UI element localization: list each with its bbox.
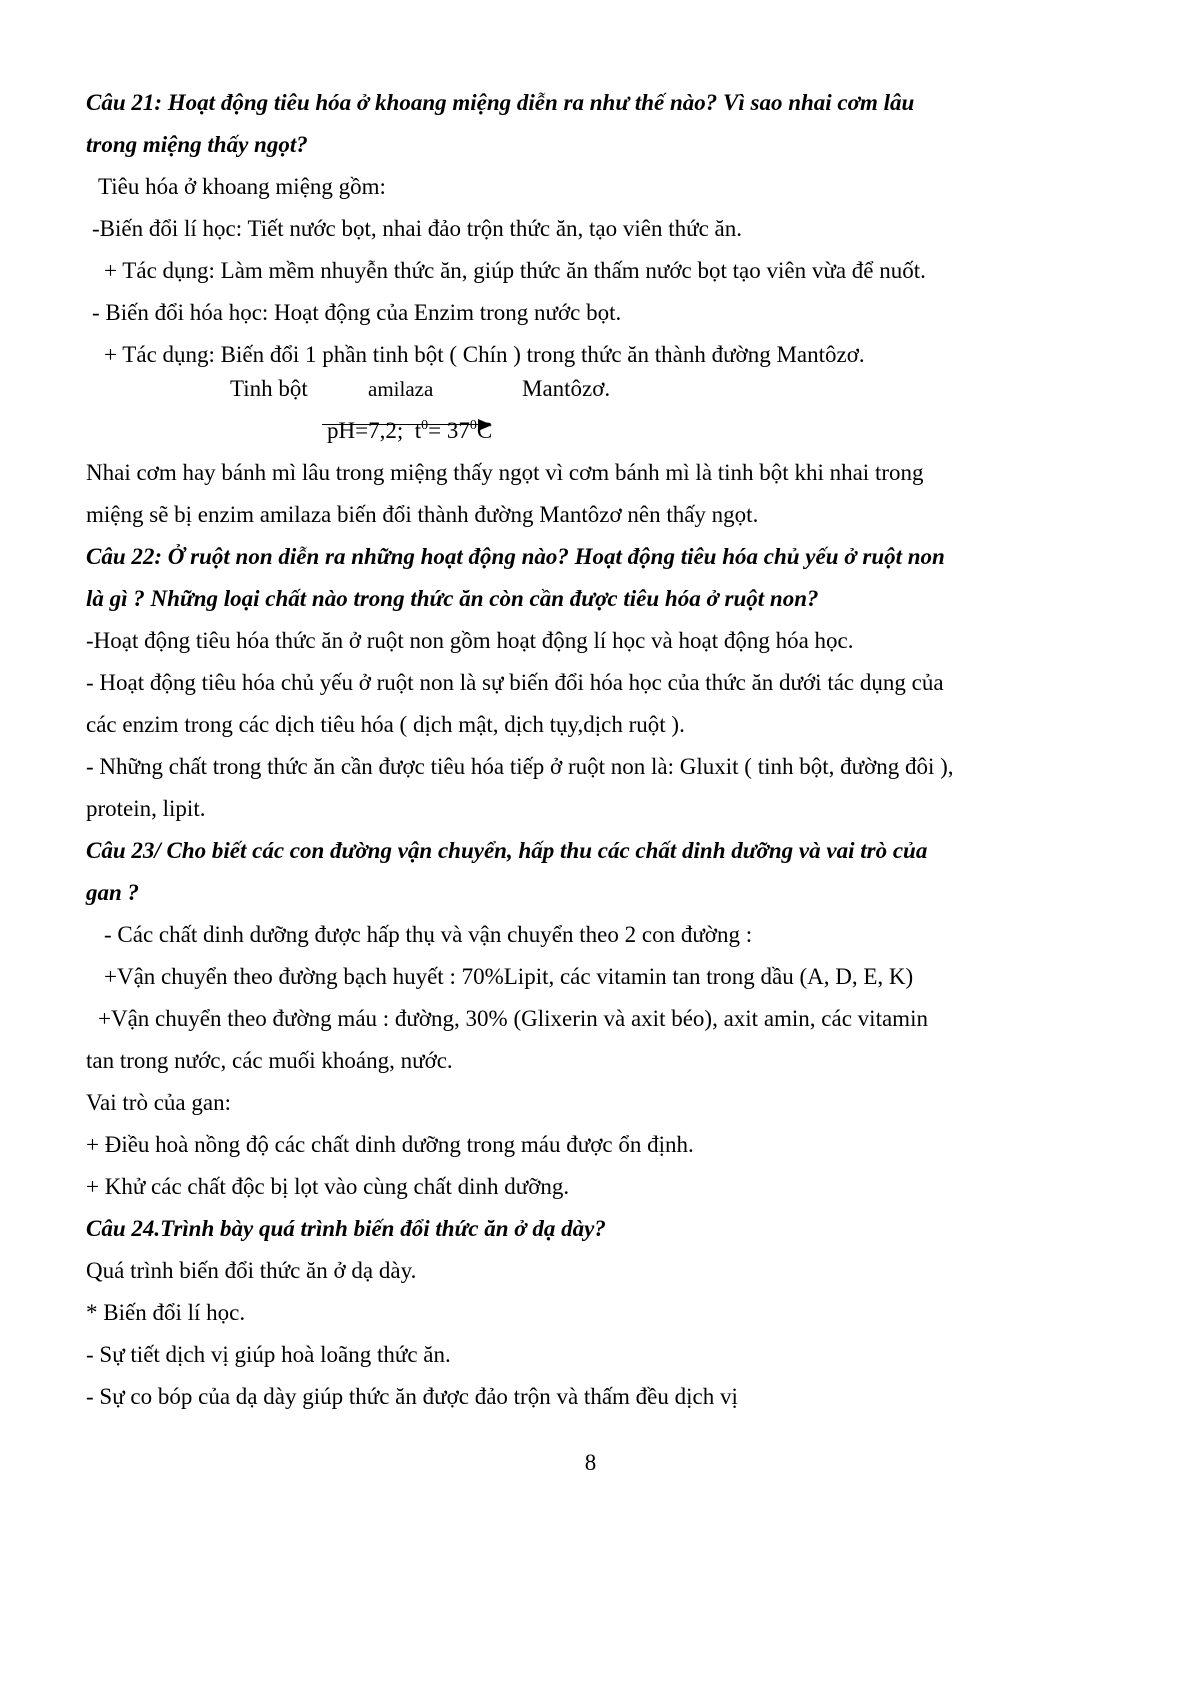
answer-22-line-1: -Hoạt động tiêu hóa thức ăn ở ruột non gồm hoạt động lí học và hoạt động hóa học.: [86, 628, 854, 653]
reaction-temp-sup: 0: [421, 418, 429, 433]
answer-23-line-1: - Các chất dinh dưỡng được hấp thụ và vận chuyển theo 2 con đường :: [104, 922, 753, 947]
reaction-temp-symbol: t: [414, 418, 422, 443]
answer-23-line-7: + Khử các chất độc bị lọt vào cùng chất dinh dưỡng.: [86, 1174, 570, 1199]
answer-21-physical-effect: + Tác dụng: Làm mềm nhuyễn thức ăn, giúp thức ăn thấm nước bọt tạo viên vừa để nuốt.: [104, 258, 926, 283]
answer-21-explanation-1: Nhai cơm hay bánh mì lâu trong miệng thấy ngọt vì cơm bánh mì là tinh bột khi nhai trong: [86, 460, 924, 485]
question-21-line-2: trong miệng thấy ngọt?: [86, 132, 308, 157]
answer-21-explanation-2: miệng sẽ bị enzim amilaza biến đổi thành đường Mantôzơ nên thấy ngọt.: [86, 502, 759, 527]
answer-21-physical: -Biến đổi lí học: Tiết nước bọt, nhai đảo trộn thức ăn, tạo viên thức ăn.: [92, 216, 743, 241]
reaction-ph: pH=7,2;: [327, 418, 404, 443]
answer-22-line-2: - Hoạt động tiêu hóa chủ yếu ở ruột non là sự biến đổi hóa học của thức ăn dưới tác dụng của: [86, 670, 944, 695]
answer-23-line-3: +Vận chuyển theo đường máu : đường, 30% (Glixerin và axit béo), axit amin, các vitamin: [98, 1006, 928, 1031]
answer-22-line-5: protein, lipit.: [86, 796, 206, 821]
answer-24-line-2: * Biến đổi lí học.: [86, 1300, 246, 1325]
reaction-product: Mantôzơ.: [522, 376, 611, 401]
reaction-reactant: Tinh bột: [230, 376, 308, 401]
answer-23-line-6: + Điều hoà nồng độ các chất dinh dưỡng trong máu được ổn định.: [86, 1132, 694, 1157]
question-22-line-2: là gì ? Những loại chất nào trong thức ăn còn cần được tiêu hóa ở ruột non?: [86, 586, 819, 611]
answer-21-chemical-effect: + Tác dụng: Biến đổi 1 phần tinh bột ( Chín ) trong thức ăn thành đường Mantôzơ.: [104, 342, 865, 367]
reaction-degree-sup: 0: [469, 418, 477, 433]
answer-21-intro: Tiêu hóa ở khoang miệng gồm:: [98, 174, 386, 199]
answer-23-line-2: +Vận chuyển theo đường bạch huyết : 70%Lipit, các vitamin tan trong dầu (A, D, E, K): [104, 964, 914, 989]
answer-24-line-3: - Sự tiết dịch vị giúp hoà loãng thức ăn.: [86, 1342, 451, 1367]
reaction-conditions: [327, 416, 492, 446]
reaction-temp-value: = 37: [428, 418, 470, 443]
answer-21-chemical: - Biến đổi hóa học: Hoạt động của Enzim trong nước bọt.: [92, 300, 622, 325]
question-21-line-1: Câu 21: Hoạt động tiêu hóa ở khoang miệng diễn ra như thế nào? Vì sao nhai cơm lâu: [86, 90, 915, 115]
answer-23-line-5: Vai trò của gan:: [86, 1090, 231, 1115]
answer-24-line-1: Quá trình biến đổi thức ăn ở dạ dày.: [86, 1258, 417, 1283]
question-23-line-1: Câu 23/ Cho biết các con đường vận chuyển, hấp thu các chất dinh dưỡng và vai trò của: [86, 838, 928, 863]
answer-22-line-4: - Những chất trong thức ăn cần được tiêu hóa tiếp ở ruột non là: Gluxit ( tinh bột, đường đôi ),: [86, 754, 954, 779]
page-number: 8: [584, 1450, 597, 1475]
reaction-temp-unit: C: [476, 418, 493, 443]
answer-23-line-4: tan trong nước, các muối khoáng, nước.: [86, 1048, 453, 1073]
reaction-enzyme: amilaza: [368, 377, 434, 401]
question-24-line-1: Câu 24.Trình bày quá trình biến đổi thức ăn ở dạ dày?: [86, 1216, 606, 1241]
question-23-line-2: gan ?: [86, 880, 140, 905]
answer-24-line-4: - Sự co bóp của dạ dày giúp thức ăn được đảo trộn và thấm đều dịch vị: [86, 1384, 738, 1409]
answer-22-line-3: các enzim trong các dịch tiêu hóa ( dịch mật, dịch tụy,dịch ruột ).: [86, 712, 685, 737]
question-22-line-1: Câu 22: Ở ruột non diễn ra những hoạt động nào? Hoạt động tiêu hóa chủ yếu ở ruột non: [86, 544, 945, 569]
